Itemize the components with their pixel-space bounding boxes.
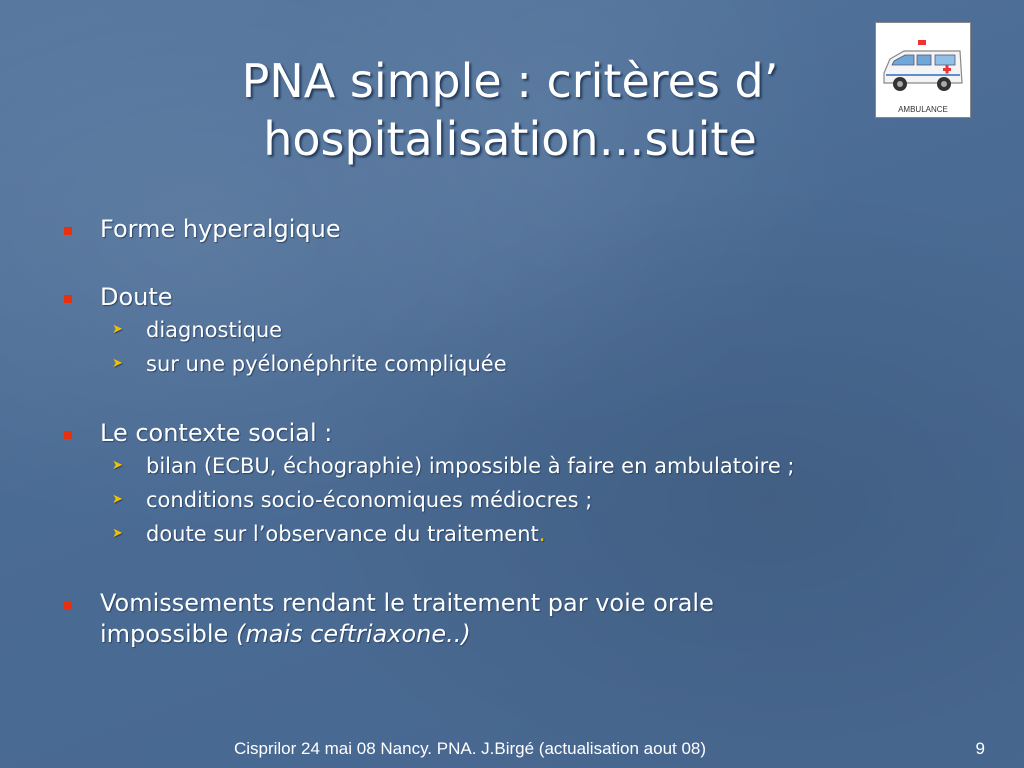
sub-item-text: sur une pyélonéphrite compliquée	[146, 352, 507, 376]
square-bullet-icon	[64, 227, 72, 235]
sub-item-text: conditions socio-économiques médiocres ;	[146, 488, 593, 512]
arrow-bullet-icon: ➤	[112, 458, 123, 473]
list-item-text: Forme hyperalgique	[100, 215, 341, 243]
trailing-period: .	[538, 522, 546, 546]
arrow-bullet-icon: ➤	[112, 526, 123, 541]
slide-footer: Cisprilor 24 mai 08 Nancy. PNA. J.Birgé (actualisation aout 08)	[233, 739, 707, 758]
list-item-vomissements	[62, 588, 962, 650]
sub-item	[62, 313, 962, 347]
sub-item	[62, 347, 962, 381]
list-item-doute	[62, 282, 962, 381]
ambulance-icon	[880, 37, 966, 99]
page-number: 9	[975, 739, 985, 758]
sub-item-text: diagnostique	[146, 318, 283, 342]
list-item-text: Vomissements rendant le traitement par voie orale	[100, 589, 714, 617]
list-item-text: Doute	[100, 283, 173, 311]
slide-title	[140, 52, 880, 168]
list-item-contexte-social	[62, 418, 962, 551]
square-bullet-icon	[64, 431, 72, 439]
sub-list	[62, 449, 962, 551]
title-line-2: hospitalisation…suite	[263, 112, 757, 166]
logo-caption: AMBULANCE	[898, 105, 948, 114]
sub-item-text: bilan (ECBU, échographie) impossible à faire en ambulatoire ;	[146, 454, 795, 478]
ambulance-logo	[875, 22, 971, 118]
sub-item	[62, 483, 962, 517]
sub-item	[62, 449, 962, 483]
arrow-bullet-icon: ➤	[112, 322, 123, 337]
list-item-text: Le contexte social :	[100, 419, 333, 447]
list-item-italic-note: (mais ceftriaxone..)	[235, 620, 471, 648]
sub-list	[62, 313, 962, 381]
bullet-list	[62, 214, 962, 687]
arrow-bullet-icon: ➤	[112, 356, 123, 371]
sub-item	[62, 517, 962, 551]
list-item-text-continued: impossible	[100, 620, 229, 648]
square-bullet-icon	[64, 295, 72, 303]
title-line-1: PNA simple : critères d’	[241, 54, 779, 108]
list-item-forme-hyperalgique	[62, 214, 962, 245]
arrow-bullet-icon: ➤	[112, 492, 123, 507]
sub-item-text: doute sur l’observance du traitement	[146, 522, 539, 546]
square-bullet-icon	[64, 601, 72, 609]
